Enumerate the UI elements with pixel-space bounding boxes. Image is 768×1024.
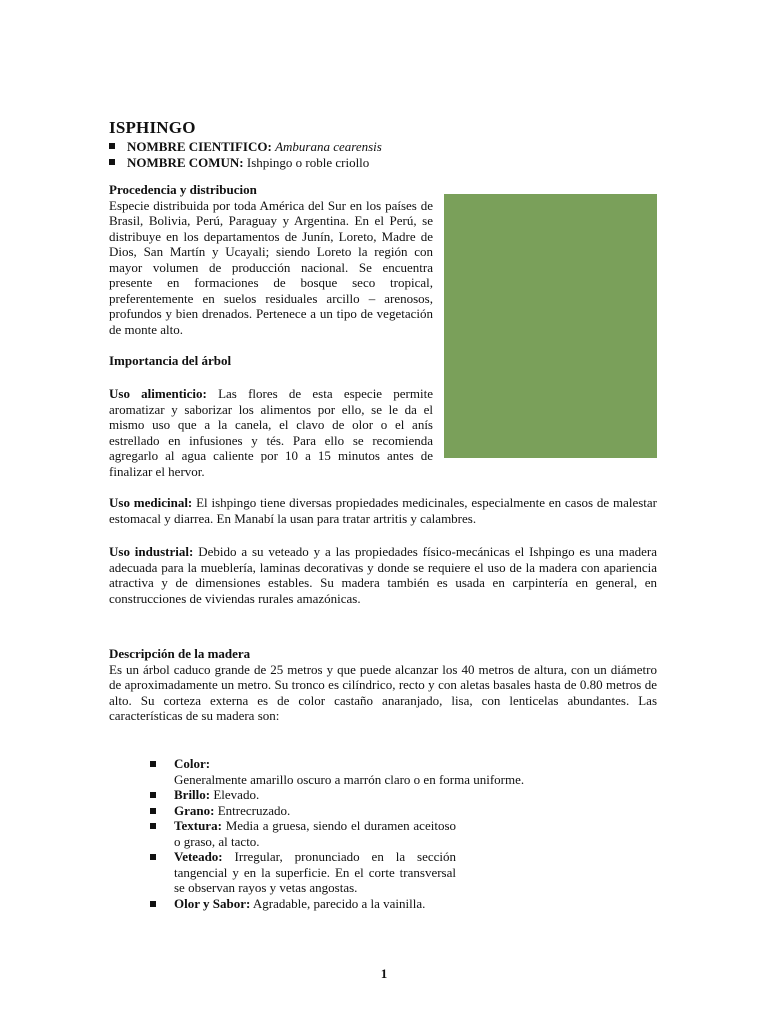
list-item xyxy=(109,139,529,155)
list-item xyxy=(150,896,456,912)
procedencia-section xyxy=(109,182,433,337)
square-bullet-icon xyxy=(150,854,156,860)
uso-text: Las flores de esta especie permite aromatizar y saborizar los alimentos por ello, se le da el mismo uso que a la canela, el clavo de olor o el anís estrellado en infusiones y tés. Para ello se recomienda agregarlo al agua caliente por 10 a 15 minutos antes de finalizar el hervor. xyxy=(109,386,433,479)
feature-text: Agradable, parecido a la vainilla. xyxy=(252,895,426,911)
feature-text: Entrecruzado. xyxy=(217,802,291,818)
list-item xyxy=(150,756,525,787)
section-heading: Descripción de la madera xyxy=(109,646,251,661)
square-bullet-icon xyxy=(109,143,115,149)
feature-label: Grano: xyxy=(174,802,215,818)
uso-label: Uso medicinal: xyxy=(109,495,193,510)
page-number: 1 xyxy=(380,966,388,981)
feature-label: Brillo: xyxy=(174,787,211,802)
square-bullet-icon xyxy=(150,808,156,814)
importancia-heading: Importancia del árbol xyxy=(109,353,232,368)
section-heading: Procedencia y distribucion xyxy=(109,182,257,197)
uso-industrial-paragraph xyxy=(109,544,657,606)
uso-text: Debido a su veteado y a las propiedades físico-mecánicas el Ishpingo es una madera adecuada para la mueblería, laminas decorativas y donde se requiere el uso de la madera con apariencia atractiva y de dimensiones estables. Su madera también es usada en carpintería en general, en construcciones de viviendas rurales amazónicas. xyxy=(109,544,658,606)
characteristics-list xyxy=(150,756,525,911)
descripcion-section xyxy=(109,646,657,724)
document-title: ISPHINGO xyxy=(109,118,196,137)
feature-text: Irregular, pronunciado en la sección tangencial y en la superficie. En el corte transversal se observan rayos y vetas angostas. xyxy=(174,849,457,895)
square-bullet-icon xyxy=(150,823,156,829)
list-item xyxy=(109,155,529,171)
square-bullet-icon xyxy=(109,159,115,165)
list-item xyxy=(150,803,456,819)
uso-alimenticio-paragraph xyxy=(109,386,433,479)
feature-label: Veteado: xyxy=(174,849,223,864)
uso-medicinal-paragraph xyxy=(109,495,657,526)
name-list xyxy=(109,139,529,171)
uso-label: Uso industrial: xyxy=(109,544,194,559)
tree-photo xyxy=(444,194,657,458)
feature-text: Generalmente amarillo oscuro a marrón claro o en forma uniforme. xyxy=(174,771,525,787)
feature-text: Media a gruesa, siendo el duramen aceitoso o graso, al tacto. xyxy=(174,818,456,849)
scientific-name-label: NOMBRE CIENTIFICO: xyxy=(127,139,272,154)
feature-label: Textura: xyxy=(174,818,222,833)
feature-text: Elevado. xyxy=(213,787,260,802)
list-item xyxy=(150,849,456,896)
list-item xyxy=(150,787,456,803)
feature-label: Color: xyxy=(174,756,211,771)
common-name-value: Ishpingo o roble criollo xyxy=(246,155,370,170)
feature-label: Olor y Sabor: xyxy=(174,895,251,911)
square-bullet-icon xyxy=(150,792,156,798)
list-item xyxy=(150,818,456,849)
scientific-name-value: Amburana cearensis xyxy=(275,139,382,154)
uso-text: El ishpingo tiene diversas propiedades medicinales, especialmente en casos de malestar estomacal y diarrea. En Manabí la usan para tratar artritis y calambres. xyxy=(109,495,657,526)
descripcion-text: Es un árbol caduco grande de 25 metros y que puede alcanzar los 40 metros de altura, con un diámetro de aproximadamente un metro. Su tronco es cilíndrico, recto y con aletas basales hasta de 0.80 metros de alto. Su corteza externa es de color castaño anaranjado, lisa, con lenticelas abundantes. Las características de su madera son: xyxy=(109,661,657,723)
square-bullet-icon xyxy=(150,901,156,907)
procedencia-text: Especie distribuida por toda América del Sur en los países de Brasil, Bolivia, Perú, Paraguay y Argentina. En el Perú, se distribuye en los departamentos de Junín, Loreto, Madre de Dios, San Martín y Ucayali; siendo Loreto la región con mayor volumen de producción nacional. Se encuentra presente en formaciones de bosque seco tropical, preferentemente en suelos residuales arcillo – arenosos, profundos y bien drenados. Pertenece a un tipo de vegetación de monte alto. xyxy=(109,197,433,337)
square-bullet-icon xyxy=(150,761,156,767)
uso-label: Uso alimenticio: xyxy=(109,386,207,401)
common-name-label: NOMBRE COMUN: xyxy=(127,155,244,170)
